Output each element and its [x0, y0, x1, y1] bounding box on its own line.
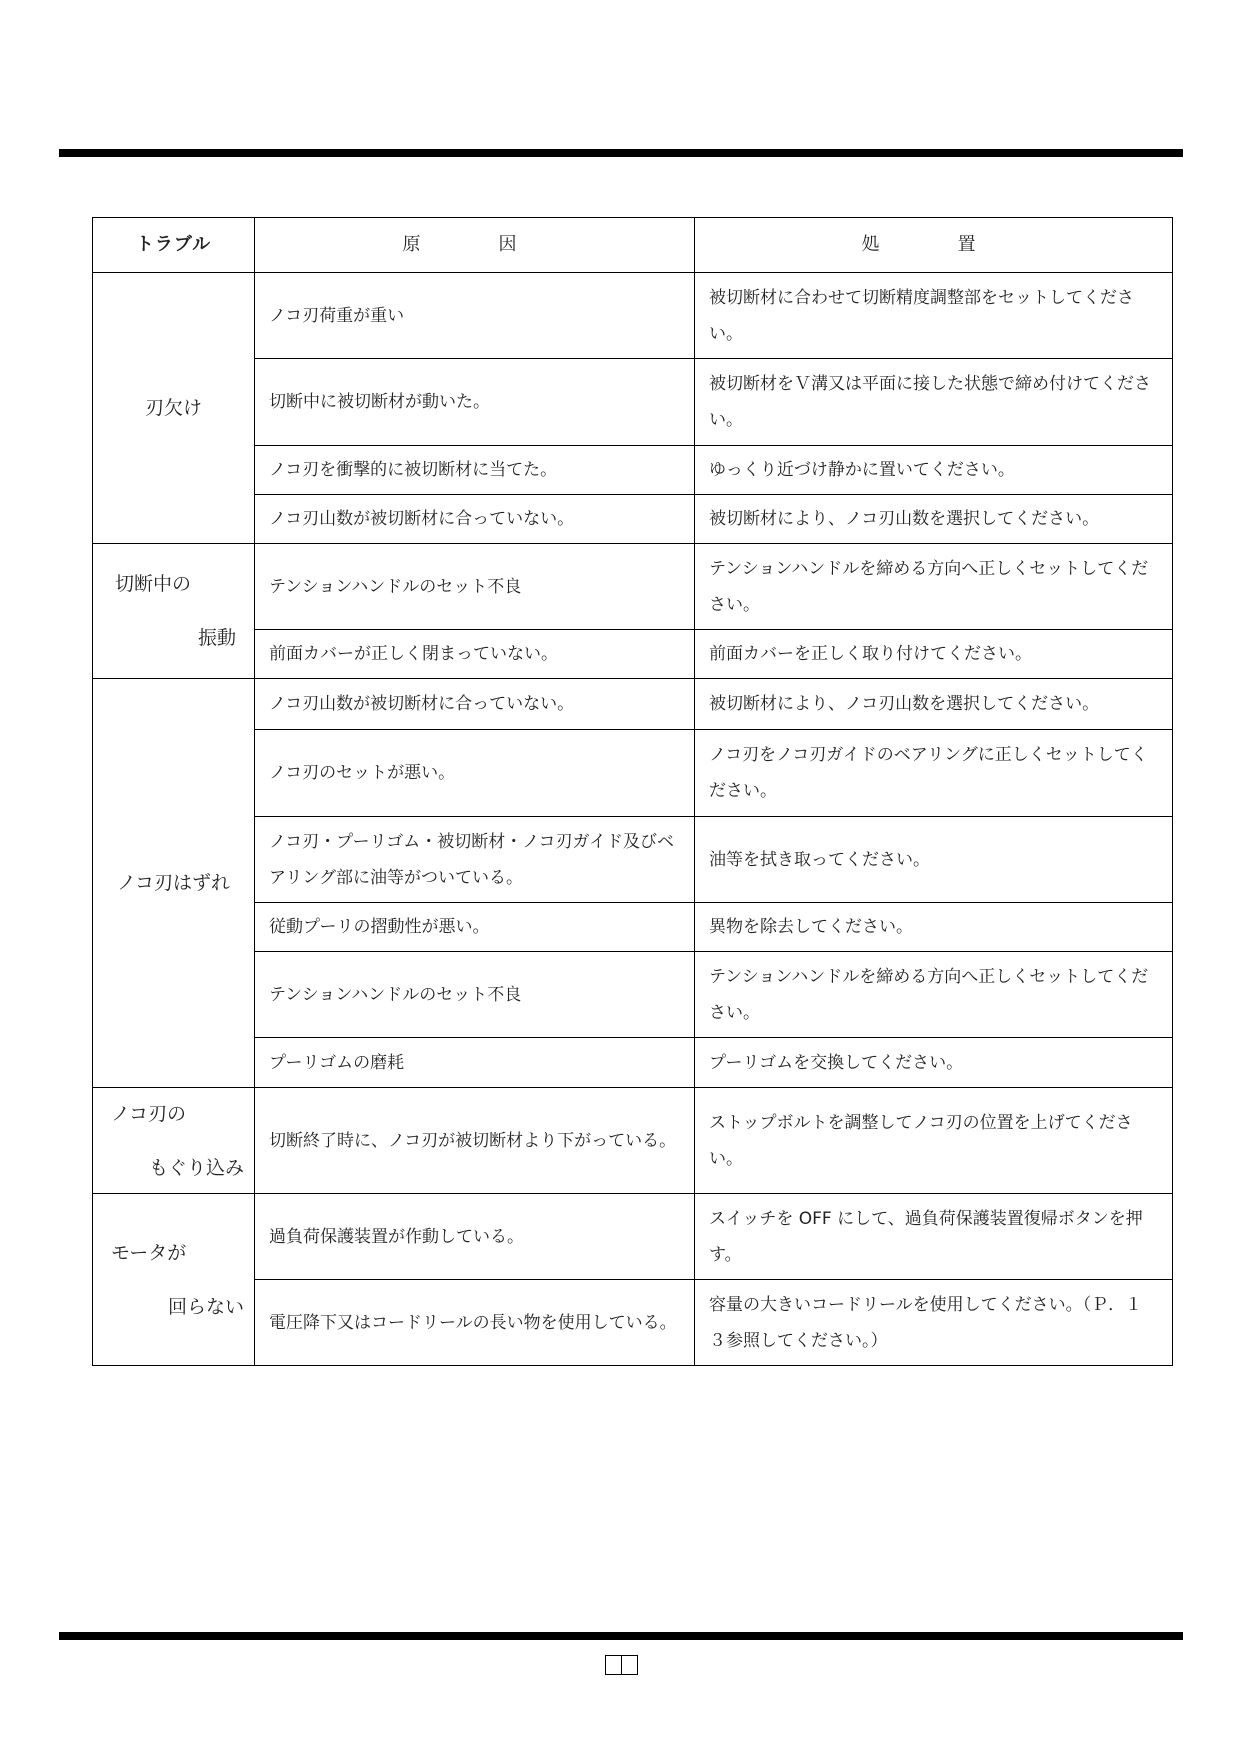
- trouble-cell: ノコ刃はずれ: [93, 679, 255, 1088]
- action-cell: 被切断材をＶ溝又は平面に接した状態で締め付けてください。: [695, 359, 1173, 446]
- cause-cell: ノコ刃荷重が重い: [255, 273, 695, 359]
- cause-cell: ノコ刃山数が被切断材に合っていない。: [255, 495, 695, 544]
- action-cell: 被切断材により、ノコ刃山数を選択してください。: [695, 679, 1173, 730]
- cause-cell: プーリゴムの磨耗: [255, 1038, 695, 1088]
- table-row: [93, 1194, 1173, 1280]
- action-cell: 被切断材に合わせて切断精度調整部をセットしてください。: [695, 273, 1173, 359]
- table-row: [93, 495, 1173, 544]
- action-cell: テンションハンドルを締める方向へ正しくセットしてください。: [695, 544, 1173, 630]
- table-row: [93, 952, 1173, 1038]
- action-cell: プーリゴムを交換してください。: [695, 1038, 1173, 1088]
- page-number-box: [621, 1655, 638, 1675]
- trouble-line1: モータが: [111, 1241, 187, 1264]
- cause-cell: 電圧降下又はコードリールの長い物を使用している。: [255, 1280, 695, 1366]
- cause-cell: ノコ刃山数が被切断材に合っていない。: [255, 679, 695, 730]
- cause-cell: 前面カバーが正しく閉まっていない。: [255, 630, 695, 679]
- trouble-line1: ノコ刃の: [111, 1102, 187, 1125]
- trouble-line2: もぐり込み: [148, 1156, 244, 1179]
- table-row: [93, 359, 1173, 446]
- trouble-cell: [93, 1194, 255, 1366]
- cause-cell: 切断終了時に、ノコ刃が被切断材より下がっている。: [255, 1088, 695, 1194]
- table-row: [93, 1280, 1173, 1366]
- cause-cell: ノコ刃のセットが悪い。: [255, 730, 695, 817]
- action-cell: ストップボルトを調整してノコ刃の位置を上げてください。: [695, 1088, 1173, 1194]
- action-cell: ゆっくり近づけ静かに置いてください。: [695, 446, 1173, 495]
- action-cell: 油等を拭き取ってください。: [695, 817, 1173, 903]
- page-number-placeholder: [605, 1655, 639, 1675]
- cause-cell: テンションハンドルのセット不良: [255, 952, 695, 1038]
- trouble-cell: [93, 544, 255, 679]
- action-cell: 前面カバーを正しく取り付けてください。: [695, 630, 1173, 679]
- table-row: [93, 1088, 1173, 1194]
- top-rule: [59, 149, 1183, 157]
- cause-cell: 過負荷保護装置が作動している。: [255, 1194, 695, 1280]
- cause-cell: テンションハンドルのセット不良: [255, 544, 695, 630]
- table-row: [93, 903, 1173, 952]
- table-row: [93, 446, 1173, 495]
- table-row: [93, 1038, 1173, 1088]
- table-row: [93, 817, 1173, 903]
- action-cell: テンションハンドルを締める方向へ正しくセットしてください。: [695, 952, 1173, 1038]
- cause-cell: 従動プーリの摺動性が悪い。: [255, 903, 695, 952]
- header-trouble: トラブル: [93, 218, 255, 273]
- action-cell: 異物を除去してください。: [695, 903, 1173, 952]
- trouble-cell: 刃欠け: [93, 273, 255, 544]
- bottom-rule: [59, 1632, 1183, 1640]
- table-row: [93, 679, 1173, 730]
- page-number-box: [605, 1655, 622, 1675]
- action-cell: ノコ刃をノコ刃ガイドのベアリングに正しくセットしてください。: [695, 730, 1173, 817]
- header-action: 処 置: [695, 218, 1173, 273]
- action-cell: 被切断材により、ノコ刃山数を選択してください。: [695, 495, 1173, 544]
- table-header-row: [93, 218, 1173, 273]
- trouble-line1: 切断中の: [115, 573, 192, 595]
- cause-cell: ノコ刃・プーリゴム・被切断材・ノコ刃ガイド及びベアリング部に油等がついている。: [255, 817, 695, 903]
- table-row: [93, 544, 1173, 630]
- trouble-line2: 振動: [197, 627, 236, 649]
- action-cell: 容量の大きいコードリールを使用してください。（Ｐ．１３参照してください。）: [695, 1280, 1173, 1366]
- table-row: [93, 273, 1173, 359]
- table-row: [93, 630, 1173, 679]
- cause-cell: ノコ刃を衝撃的に被切断材に当てた。: [255, 446, 695, 495]
- trouble-cell: [93, 1088, 255, 1194]
- table-row: [93, 730, 1173, 817]
- trouble-line2: 回らない: [167, 1295, 244, 1318]
- action-cell: スイッチを OFF にして、過負荷保護装置復帰ボタンを押す。: [695, 1194, 1173, 1280]
- cause-cell: 切断中に被切断材が動いた。: [255, 359, 695, 446]
- header-cause: 原 因: [255, 218, 695, 273]
- troubleshooting-table: [92, 217, 1173, 1366]
